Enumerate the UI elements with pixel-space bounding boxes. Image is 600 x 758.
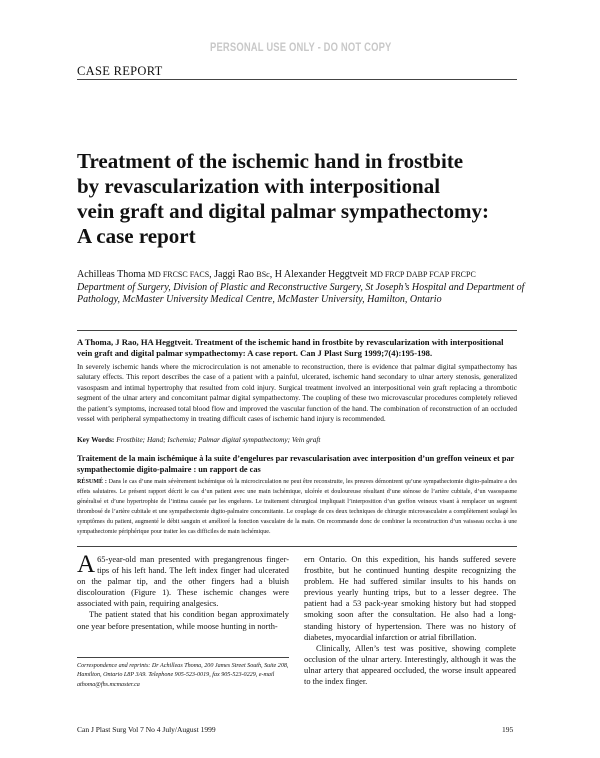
paragraph: The patient stated that his condition began approximately one year before presentation, while moose hunting in north- [77, 610, 289, 631]
author-name: Achilleas Thoma [77, 269, 146, 280]
author-degrees: MD FRCP DABP FCAP FRCPC [369, 270, 476, 279]
paragraph: Clinically, Allen’s test was positive, showing complete occlusion of the ulnar artery. Interestingly, although it was the ulnar artery that appeared occluded, the worse insult appeared to the index finger. [304, 643, 516, 687]
keywords-text: Frostbite; Hand; Ischemia; Palmar digital sympathectomy; Vein graft [116, 435, 321, 444]
french-title: Traitement de la main ischémique à la suite d’engelures par revascularisation avec interposition d’un greffon veineux et par sympathectomie digito-palmaire : un rapport de cas [77, 454, 515, 474]
article-title [77, 149, 537, 249]
author-name: Jaggi Rao [214, 269, 254, 280]
abstract: In severely ischemic hands where the microcirculation is not amenable to reconstruction, there is evidence that palmar digital sympathectomy has salutary effects. This report describes the case of a patient with a painful, ulcerated, ischemic hand secondary to ulnar artery stenosis, generalized vasospasm and intimal hypertrophy that resulted from cold injury. Surgical treatment involved an interpositional vein graft replacing a thrombotic segment of the ulnar artery and concomitant palmar digital sympathectomy. The coupling of these two microvascular procedures completely relieved the patient’s symptoms, increased total blood flow and improved the vascular function of the hand. The combination of reconstruction of an occluded vessel with peripheral sympathectomy in treating difficult cases of ischemic hand injury is recommended. [77, 362, 517, 424]
author-name: H Alexander Heggtveit [274, 269, 368, 280]
title-line: vein graft and digital palmar sympathectomy: [77, 199, 490, 223]
drop-cap: A [77, 551, 96, 578]
author-names: Achilleas Thoma MD FRCSC FACS, Jaggi Rao BSc, H Alexander Heggtveit MD FRCP DABP FCAP FRCPC [77, 269, 476, 280]
keywords [77, 435, 517, 444]
resume-text: Dans le cas d’une main sévèrement ischémique où la microcirculation ne peut être reconstruite, les preuves démontrent qu’une sympathectomie digito-palmaire a des effets salutaires. Le présent rapport décrit le cas d’un patient avec une main ischémique, ulcérée et douloureuse résultant d’une sténose de l’artère cubitale, d’un vasospasme généralisé et d’une hypertrophie de l’intima causée par les engelures. Le traitement chirurgical impliquait l’interposition d’un greffon veineux visant à remplacer un segment thrombosé de l’artère cubitale et une sympathectomie digito-palmaire concomitante. Le couplage de ces deux techniques de chirurgie microvasculaire a complètement soulagé les symptômes du patient, augmenté le débit sanguin et amélioré la fonction vasculaire de la main. On recommande donc de combiner la reconstruction d’un vaisseau occlus à une sympathectomie périphérique pour traiter les cas difficiles de main ischémique. [77, 479, 518, 535]
body-column-left [77, 551, 289, 632]
section-label: CASE REPORT [77, 64, 163, 78]
paragraph: 65-year-old man presented with pregangrenous finger-tips of his left hand. The left index finger had ulcerated on the palmar tip, and the other fingers had a bluish discolouration (Figure 1). These ischemic changes were associated with pain, requiring analgesics. [77, 555, 289, 609]
author-degrees: BSc [256, 270, 270, 279]
citation: A Thoma, J Rao, HA Heggtveit. Treatment of the ischemic hand in frostbite by revascularization with interpositional vein graft and digital palmar sympathectomy: A case report. Can J Plast Surg 1999;7(4):195-198. [77, 337, 504, 358]
title-line: by revascularization with interpositional [77, 174, 441, 198]
author-block [77, 269, 537, 307]
resume [77, 477, 517, 537]
body-rule [77, 546, 517, 547]
body-column-right [304, 554, 516, 687]
watermark: PERSONAL USE ONLY - DO NOT COPY [210, 42, 392, 54]
header-rule [77, 79, 517, 80]
resume-label: RÉSUMÉ : [77, 479, 107, 485]
title-line: Treatment of the ischemic hand in frostbite [77, 149, 464, 173]
paragraph: ern Ontario. On this expedition, his hands suffered severe frostbite, but he continued hunting despite recognizing the problem. He had suffered similar insults to his hands on previous yearly hunting trips, but to a lesser degree. The patient had a 53 pack-year smoking history but had stopped smoking soon after the consultation. He also had a long-standing history of hypertension. There was no history of diabetes, myocardial infarction or atrial fibrillation. [304, 555, 516, 642]
author-degrees: MD FRCSC FACS [147, 270, 210, 279]
affiliation: Department of Surgery, Division of Plastic and Reconstructive Surgery, St Joseph’s Hospital and Department of Pathology, McMaster University Medical Centre, McMaster University, Hamilton, Ontario [77, 281, 525, 305]
footer-journal: Can J Plast Surg Vol 7 No 4 July/August 1999 [77, 725, 216, 734]
abstract-rule [77, 330, 517, 331]
keywords-label: Key Words: [77, 435, 115, 444]
correspondence-note: Correspondence and reprints: Dr Achilleas Thoma, 200 James Street South, Suite 208, Hamilton, Ontario L8P 3A9. Telephone 905-523-0019, fax 905-523-0229, e-mail athoma@fhs.mcmaster.ca [77, 663, 289, 688]
page-number: 195 [502, 725, 514, 734]
footnote-rule [77, 657, 289, 658]
title-line: A case report [77, 224, 196, 248]
